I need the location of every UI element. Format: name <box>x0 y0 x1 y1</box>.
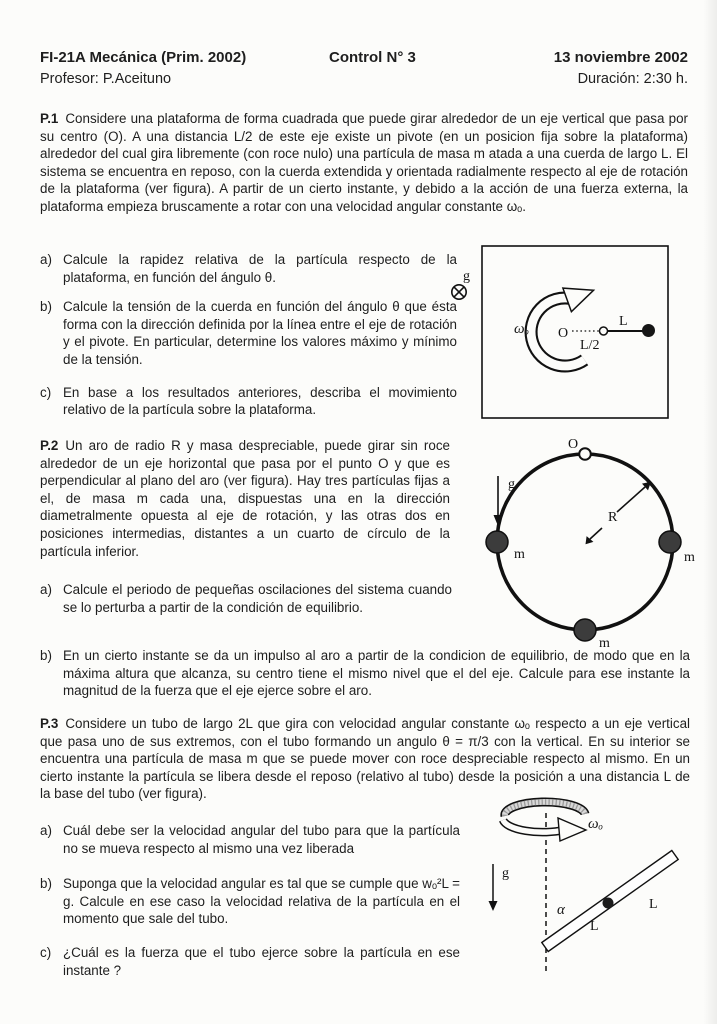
problem1-item-a <box>40 251 457 286</box>
problem1-item-b <box>40 298 457 368</box>
problem1-intro <box>40 110 688 216</box>
center-label: O <box>558 326 569 341</box>
particle-dot <box>642 324 655 337</box>
gravity-label: g <box>508 477 515 492</box>
mass-label-bottom: m <box>599 636 610 650</box>
gravity-arrowhead <box>489 901 498 911</box>
problem2-text: Un aro de radio R y masa despreciable, puede girar sin roce alrededor de un eje horizontal que pasa por el punto O y que es perpendicular al plano del aro (ver figura). Hay tres partículas fijas a el, de masa m cada una, dispuestas una en la dirección diametralmente opuesta al eje de rotación, y las otras dos en posiciones intermedias, distantes a un cuarto de círculo de la partícula inferior. <box>40 438 450 559</box>
course-title: FI-21A Mecánica (Prim. 2002) <box>40 49 247 66</box>
item-text: Cuál debe ser la velocidad angular del tubo para que la partícula no se mueva respecto al mismo una vez liberada <box>63 823 460 856</box>
axis-pivot-dot <box>579 448 591 460</box>
problem2-item-b <box>40 647 690 700</box>
omega-label: ωₒ <box>588 816 603 832</box>
item-label: c) <box>40 944 52 960</box>
alpha-label: α <box>557 902 565 918</box>
radius-arrow-outer <box>617 487 645 512</box>
lower-segment-label: L <box>590 919 599 934</box>
item-label: b) <box>40 648 52 663</box>
problem3-item-a <box>40 822 460 857</box>
item-text: En un cierto instante se da un impulso al aro a partir de la condicion de equilibrio, de modo que en la máxima altura que alcanza, su centro tiene el mismo nivel que el del eje. Calcule para ese instante la magnitud de la fuerza que el eje ejerce sobre el aro. <box>63 648 690 699</box>
problem3-item-c <box>40 944 460 979</box>
particle-dot <box>603 898 614 909</box>
item-text: Suponga que la velocidad angular es tal que se cumple que wₒ²L = g. Calcule en ese caso la velocidad relativa de la partícula en el momento que sale del tubo. <box>63 876 460 927</box>
item-text: Calcule la tensión de la cuerda en función del ángulo θ que ésta forma con la dirección definida por la línea entre el eje de rotación y el pivote. En particular, determine los valores máximo y mínimo de la tensión. <box>63 299 457 367</box>
gravity-label: g <box>502 866 509 881</box>
rotation-arrowhead <box>563 288 594 312</box>
item-label: b) <box>40 876 52 892</box>
item-text: Calcule la rapidez relativa de la partícula respecto de la plataforma, en función del ángulo θ. <box>63 252 457 285</box>
problem1-items <box>40 251 457 419</box>
problem2-item-a <box>40 581 452 616</box>
header-left <box>40 48 246 89</box>
mass-dot-right <box>659 531 681 553</box>
problem1-text: Considere una plataforma de forma cuadrada que puede girar alrededor de un eje vertical que pasa por su centro (O). A una distancia L/2 de este eje existe un pivote (en un posicion fija sobre la plataforma) alrededor del cual gira libremente (con roce nulo) una partícula de masa m atada a una cuerda de largo L. El sistema se encuentra en reposo, con la cuerda extendida y orientada radialmente respecto al eje de rotación de la plataforma (ver figura). A partir de un cierto instante, y debido a la acción de una fuerza externa, la plataforma empieza bruscamente a rotar con una velocidad angular constante ωₒ. <box>40 111 688 214</box>
item-text: Calcule el periodo de pequeñas oscilaciones del sistema cuando se lo perturba a partir de la condición de equilibrio. <box>63 582 452 615</box>
platform-figure <box>442 240 682 430</box>
cord-length-label: L <box>619 314 628 329</box>
item-label: c) <box>40 384 52 400</box>
exam-duration: Duración: 2:30 h. <box>577 71 688 87</box>
radius-label: R <box>608 510 618 525</box>
mass-dot-bottom <box>574 619 596 641</box>
half-length-label: L/2 <box>580 338 600 353</box>
pivot-label: O <box>568 437 579 452</box>
scan-edge-shadow <box>703 0 717 1024</box>
problem1-label: P.1 <box>40 111 59 126</box>
item-label: a) <box>40 582 52 597</box>
item-label: a) <box>40 823 52 838</box>
hoop-figure <box>462 418 712 650</box>
mass-label-right: m <box>684 550 695 565</box>
spin-arrowhead <box>558 818 586 841</box>
problem3-label: P.3 <box>40 716 59 731</box>
problem2-label: P.2 <box>40 438 59 453</box>
mass-dot-left <box>486 531 508 553</box>
professor-line: Profesor: P.Aceituno <box>40 71 172 87</box>
problem2-intro <box>40 437 450 560</box>
radius-arrow-inner <box>590 528 602 539</box>
problem3-item-b <box>40 875 460 928</box>
mass-label-left: m <box>514 547 525 562</box>
control-title: Control N° 3 <box>329 49 416 66</box>
item-text: En base a los resultados anteriores, describa el movimiento relativo de la partícula sobre la plataforma. <box>63 384 457 418</box>
problem1-item-c <box>40 384 457 419</box>
pivot-dot <box>600 327 608 335</box>
exam-date: 13 noviembre 2002 <box>553 49 688 66</box>
problem3-text: Considere un tubo de largo 2L que gira con velocidad angular constante ωₒ respecto a un eje vertical que pasa uno de sus extremos, con el tubo formando un angulo θ = π/3 con la vertical. En su interior se encuentra una partícula de masa m que se puede mover con roce despreciable respecto al mismo. En un cierto instante la partícula se libera desde el reposo (relativo al tubo) desde la posición a una distancia L de la base del tubo (ver figura). <box>40 716 690 802</box>
upper-segment-label: L <box>649 897 658 912</box>
item-label: b) <box>40 299 52 315</box>
item-text: ¿Cuál es la fuerza que el tubo ejerce sobre la partícula en ese instante ? <box>63 944 460 978</box>
omega-label: ωₒ <box>514 321 529 337</box>
tube-figure <box>452 778 707 1013</box>
gravity-into-page-icon <box>452 285 466 299</box>
problem3-items <box>40 822 460 979</box>
gravity-label: g <box>463 269 470 284</box>
hoop-circle <box>497 454 673 630</box>
item-label: a) <box>40 252 52 267</box>
header-right <box>450 48 688 89</box>
